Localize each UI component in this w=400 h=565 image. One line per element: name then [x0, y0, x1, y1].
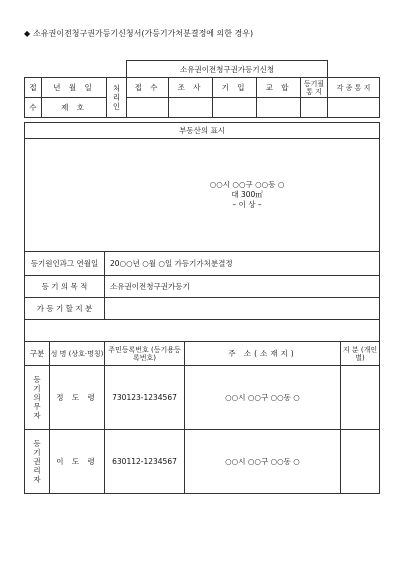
party-share-obligor[interactable]: [341, 366, 380, 430]
party-name-obligee[interactable]: 이 도 령: [50, 430, 105, 494]
step-review-cell[interactable]: [169, 98, 213, 118]
share-label: 가 등 기 할 지 분: [25, 298, 105, 320]
notice-various-label: 각 종 통 지: [328, 78, 380, 98]
party-address-obligor[interactable]: ○○시 ○○구 ○○동 ○: [185, 366, 341, 430]
party-address-obligee[interactable]: ○○시 ○○구 ○○동 ○: [185, 430, 341, 494]
table-row: [25, 366, 380, 430]
notice-completion-cell[interactable]: [301, 98, 328, 118]
col-share-header: 지 분 (개인별): [341, 342, 380, 366]
notice-various-cell[interactable]: [328, 98, 380, 118]
main-form-table: [24, 122, 380, 494]
step-entry: 기 입: [213, 78, 257, 98]
party-type-obligee: 등기권리자: [33, 439, 41, 484]
col-id-header: 주민등록번호 (등기용등록번호): [105, 342, 185, 366]
table-row: [25, 430, 380, 494]
step-collation-cell[interactable]: [257, 98, 301, 118]
receipt-table: [24, 60, 380, 118]
purpose-value[interactable]: 소유권이전청구권가등기: [105, 276, 380, 298]
col-name-header: 성 명 (상호·명칭): [50, 342, 105, 366]
form-title: 소유권이전청구권가등기신청: [127, 61, 328, 78]
property-address: ○○시 ○○구 ○○동 ○: [209, 180, 285, 189]
notice-completion-label: 등기필 통 지: [301, 78, 328, 98]
step-receipt: 접 수: [127, 78, 169, 98]
col-type-header: 구분: [25, 342, 50, 366]
property-end-mark: – 이 상 –: [232, 200, 262, 209]
receipt-number-label: 제 호: [42, 98, 107, 118]
col-address-header: 주 소(소재지): [185, 342, 341, 366]
diamond-bullet-icon: ◆: [24, 29, 31, 38]
party-id-obligor[interactable]: 730123-1234567: [105, 366, 185, 430]
form-heading: [24, 28, 253, 39]
party-share-obligee[interactable]: [341, 430, 380, 494]
blank-row: [25, 320, 380, 342]
processor-label: 처리인: [112, 84, 121, 111]
step-entry-cell[interactable]: [213, 98, 257, 118]
receipt-su-label: 수: [25, 98, 42, 118]
receipt-date-label: 년 월 일: [42, 78, 107, 98]
step-receipt-cell[interactable]: [127, 98, 169, 118]
property-header: 부동산의 표시: [25, 123, 380, 139]
step-review: 조 사: [169, 78, 213, 98]
property-area: 대 300㎡: [231, 190, 263, 199]
purpose-label: 등 기 의 목 적: [25, 276, 105, 298]
property-description[interactable]: [25, 139, 380, 252]
party-id-obligee[interactable]: 630112-1234567: [105, 430, 185, 494]
cause-value[interactable]: 20○○년 ○월 ○일 가등기가처분결정: [105, 252, 380, 276]
form-heading-text: 소유권이전청구권가등기신청서(가등기가처분결정에 의한 경우): [33, 29, 254, 38]
step-collation: 교 합: [257, 78, 301, 98]
party-type-obligor: 등기의무자: [33, 375, 41, 420]
cause-label: 등기원인과그 연월일: [25, 252, 105, 276]
share-value[interactable]: [105, 298, 380, 320]
receipt-jeop-label: 접: [25, 78, 42, 98]
party-name-obligor[interactable]: 정 도 령: [50, 366, 105, 430]
